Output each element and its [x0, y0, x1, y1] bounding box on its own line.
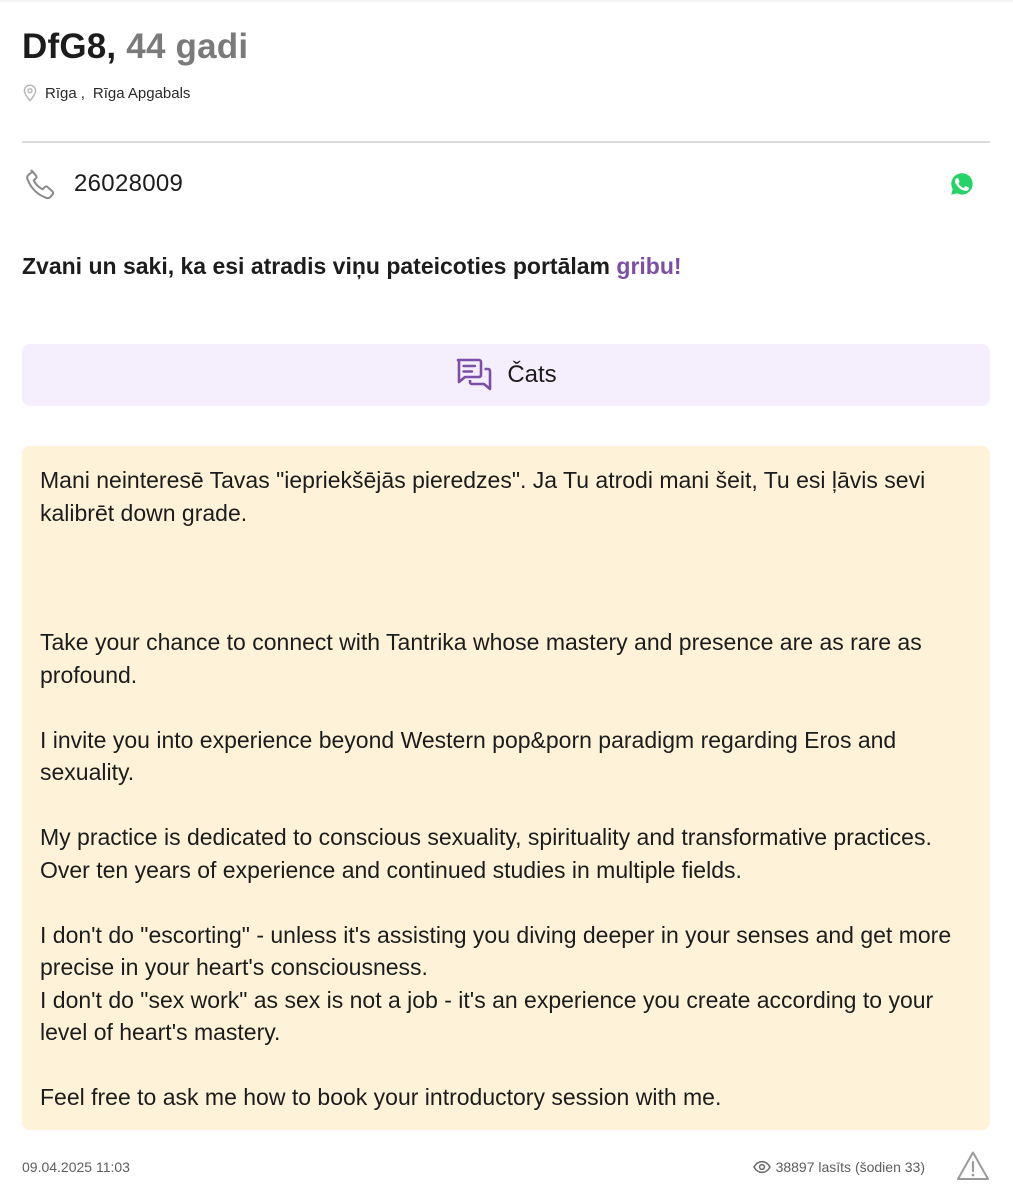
chat-bubbles-icon: [455, 357, 493, 393]
top-edge: [0, 0, 1013, 4]
divider: [22, 141, 990, 143]
description-paragraph: I don't do "sex work" as sex is not a job - it's an experience you create according to your level of heart's mastery.: [40, 986, 934, 1045]
description-paragraph: I don't do "escorting" - unless it's assisting you diving deeper in your senses and get more precise in your heart's consciousness.: [40, 921, 952, 980]
location-pin-icon: [22, 84, 38, 102]
chat-label: Čats: [507, 361, 557, 388]
location-separator: ,: [80, 84, 85, 102]
phone-number-link[interactable]: 26028009: [74, 170, 184, 197]
view-count: [753, 1159, 925, 1175]
phone-icon: [22, 166, 58, 202]
location: [22, 82, 190, 104]
footer: [22, 1150, 990, 1186]
description-paragraph: Feel free to ask me how to book your introductory session with me.: [40, 1084, 722, 1110]
description-paragraph: Take your chance to connect with Tantrika whose mastery and presence are as rare as profound.: [40, 629, 922, 688]
profile-age: 44 gadi: [126, 27, 249, 66]
call-note: [22, 251, 682, 281]
location-region: Rīga Apgabals: [92, 84, 191, 102]
chat-button[interactable]: [22, 344, 990, 406]
post-date: 09.04.2025 11:03: [22, 1159, 130, 1175]
eye-icon: [753, 1160, 771, 1174]
contact-row: [22, 164, 990, 204]
brand-link[interactable]: gribu!: [616, 253, 682, 279]
description-paragraph: Mani neinteresē Tavas "iepriekšējās pieredzes". Ja Tu atrodi mani šeit, Tu esi ļāvis sevi kalibrēt down grade.: [40, 467, 926, 526]
page-title: [22, 26, 248, 68]
location-city: Rīga: [45, 84, 77, 102]
description-paragraph: My practice is dedicated to conscious sexuality, spirituality and transformative practices. Over ten years of experience and continued studies in multiple fields.: [40, 824, 932, 883]
report-warning-icon[interactable]: [956, 1150, 990, 1182]
description-box: [22, 446, 990, 1130]
description-paragraph: I invite you into experience beyond Western pop&porn paradigm regarding Eros and sexuality.: [40, 726, 897, 785]
view-count-text: 38897 lasīts (šodien 33): [775, 1159, 925, 1175]
whatsapp-icon[interactable]: [950, 172, 974, 196]
profile-name: DfG8,: [22, 27, 117, 66]
call-note-text: Zvani un saki, ka esi atradis viņu pateicoties portālam: [22, 253, 617, 279]
